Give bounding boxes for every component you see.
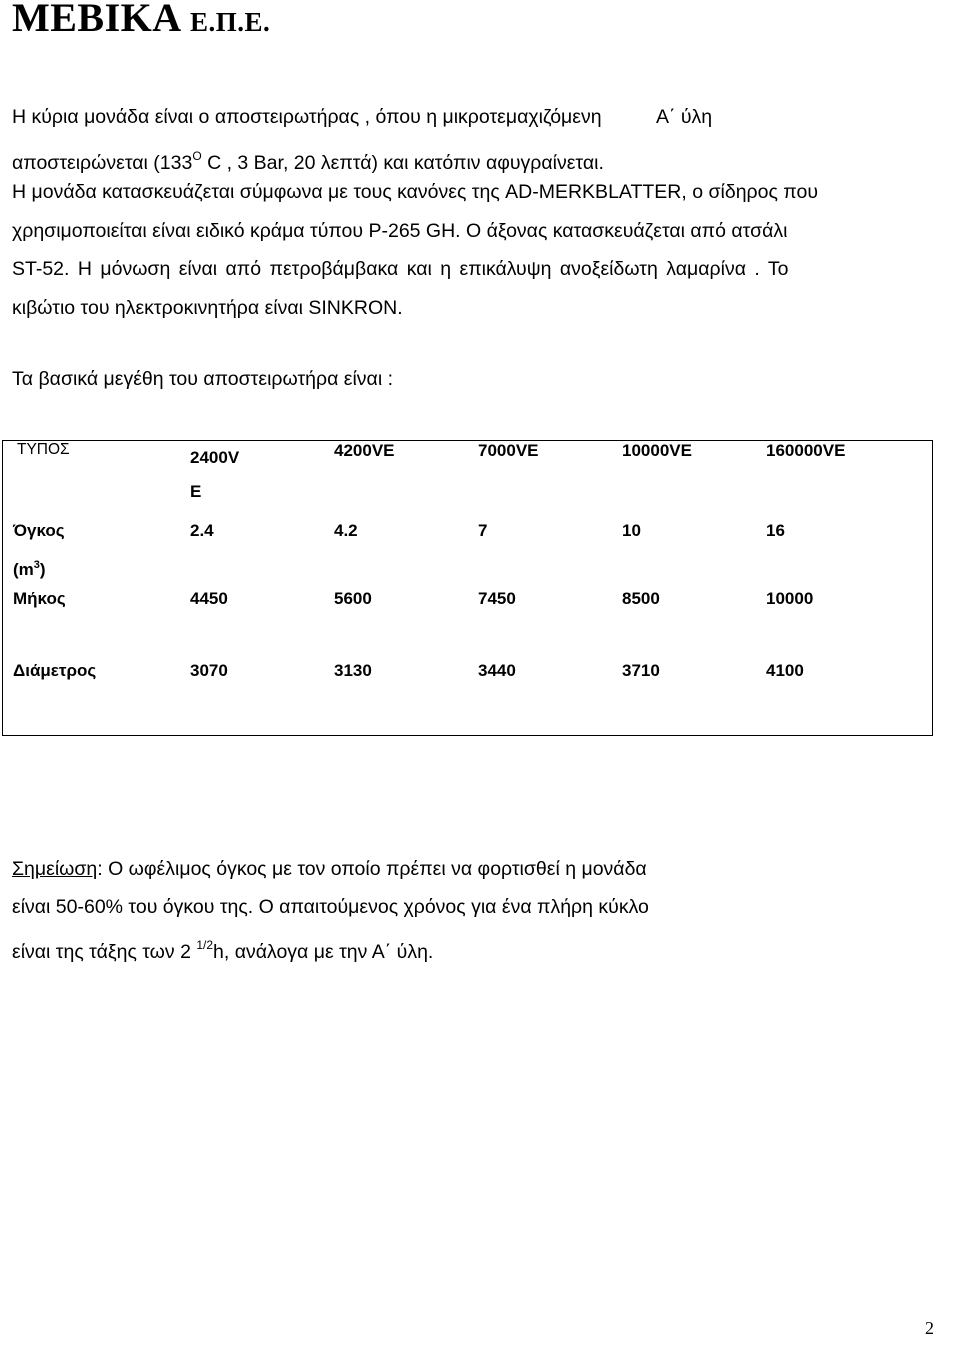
length-cell: 5600 xyxy=(334,589,372,608)
table-row xyxy=(3,514,933,589)
company-name: ΜΕΒΙΚΑ xyxy=(12,0,180,40)
length-label: Μήκος xyxy=(13,589,66,608)
construction-line: ST-52. Η μόνωση είναι από πετροβάμβακα και η επικάλυψη ανοξείδωτη λαμαρίνα . Το xyxy=(12,258,789,280)
volume-cell: 4.2 xyxy=(334,521,358,540)
intro-line-1 xyxy=(12,98,870,137)
specs-table xyxy=(2,440,933,736)
type-cell: 7000VE xyxy=(478,441,539,460)
table-row xyxy=(3,589,933,661)
volume-cell: 16 xyxy=(766,521,785,540)
volume-cell: 10 xyxy=(622,521,641,540)
note-line-2: είναι 50-60% του όγκου της. Ο απαιτούμενος χρόνος για ένα πλήρη κύκλο xyxy=(12,896,649,918)
length-cell: 7450 xyxy=(478,589,516,608)
type-cell: 4200VE xyxy=(334,441,395,460)
construction-paragraph xyxy=(12,173,870,327)
diameter-cell: 3130 xyxy=(334,661,372,680)
company-title xyxy=(12,0,270,41)
construction-line: κιβώτιο του ηλεκτροκινητήρα είναι SINKRON. xyxy=(12,296,403,319)
length-cell: 10000 xyxy=(766,589,814,608)
type-cell: 2400V E xyxy=(190,448,240,501)
page-number: 2 xyxy=(925,1318,934,1338)
construction-line: χρησιμοποιείται είναι ειδικό κράμα τύπου P-265 GH. Ο άξονας κατασκευάζεται από ατσάλι xyxy=(12,219,788,242)
company-suffix: Ε.Π.Ε. xyxy=(189,7,271,37)
length-cell: 4450 xyxy=(190,589,228,608)
construction-line: Η μονάδα κατασκευάζεται σύμφωνα με τους κανόνες της AD-MERKBLATTER, ο σίδηρος που xyxy=(12,181,818,203)
word: ύλη xyxy=(680,106,713,128)
diameter-cell: 4100 xyxy=(766,661,804,680)
note-label: Σημείωση xyxy=(12,858,98,880)
volume-label: Όγκος $(m^3)$ xyxy=(13,521,65,579)
word: είναι xyxy=(154,106,194,128)
volume-cell: 7 xyxy=(478,521,488,540)
intro-paragraph xyxy=(12,98,870,182)
table-row xyxy=(3,441,933,515)
note-paragraph xyxy=(12,850,649,971)
note-line-3: είναι της τάξης των 2 $^{1/2}$h, ανάλογα με την Α΄ ύλη. xyxy=(12,938,434,963)
word: ο xyxy=(198,106,210,128)
note-line-1: Σημείωση: Ο ωφέλιμος όγκος με τον οποίο πρέπει να φορτισθεί η μονάδα xyxy=(12,858,647,880)
word: η xyxy=(426,106,438,128)
word: αποστειρωτήρας xyxy=(214,106,360,128)
word: κύρια xyxy=(31,106,79,128)
diameter-cell: 3070 xyxy=(190,661,228,680)
diameter-cell: 3440 xyxy=(478,661,516,680)
intro-line-2: αποστειρώνεται ($133^O$ C , 3 Bar, 20 λεπτά) και κατόπιν αφυγραίνεται. xyxy=(12,148,604,174)
word: μονάδα xyxy=(84,106,150,128)
type-label: ΤΥΠΟΣ xyxy=(17,441,70,458)
table-intro: Τα βασικά μεγέθη του αποστειρωτήρα είναι : xyxy=(12,368,394,390)
word: Η xyxy=(12,106,27,128)
type-cell: 10000VE xyxy=(622,441,692,460)
length-cell: 8500 xyxy=(622,589,660,608)
word: Α΄ xyxy=(655,106,676,128)
type-cell: 160000VE xyxy=(766,441,846,460)
volume-cell: 2.4 xyxy=(190,521,214,540)
word: μικροτεμαχιζόμενη xyxy=(442,106,602,128)
diameter-label: Διάμετρος xyxy=(13,661,97,680)
diameter-cell: 3710 xyxy=(622,661,660,680)
table-row xyxy=(3,661,933,736)
word: , xyxy=(364,106,371,128)
word: όπου xyxy=(375,106,421,128)
